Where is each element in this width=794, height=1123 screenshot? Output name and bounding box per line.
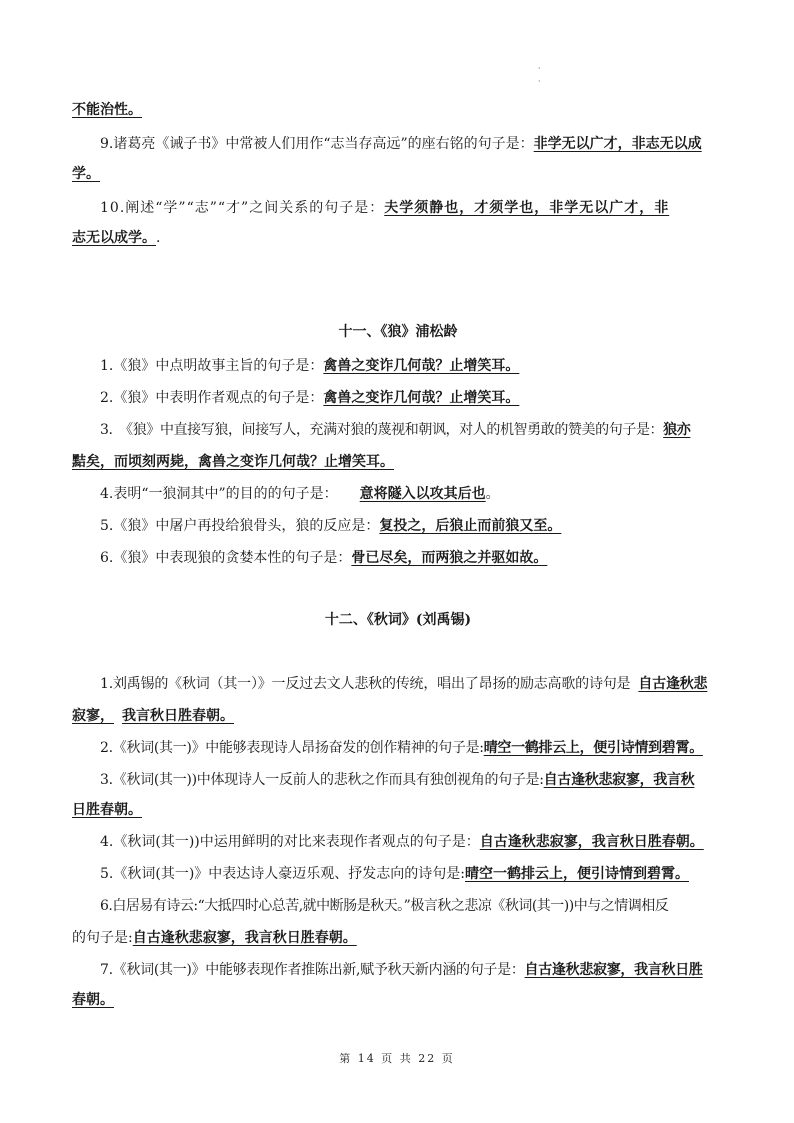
line-s11-q6: 6.《狼》中表现狼的贪婪本性的句子是：骨已尽矣，而两狼之并驱如故。 xyxy=(100,550,548,566)
section-12-title: 十二、《秋词》(刘禹锡) xyxy=(324,612,472,628)
line-s12-q4: 4.《秋词(其一))中运用鲜明的对比来表现作者观点的句子是：自古逢秋悲寂寥，我言秋日胜春朝。 xyxy=(100,834,704,850)
line-s12-q7: 7.《秋词(其一)》中能够表现作者推陈出新,赋予秋天新内涵的句子是：自古逢秋悲寂寥，我言秋日胜 xyxy=(100,962,703,978)
line-s11-q4: 4.表明“一狼洞其中”的目的的句子是： 意将隧入以攻其后也。 xyxy=(100,486,500,502)
line-s10-1: 不能治性。 xyxy=(72,102,142,118)
line-s12-q1: 1.刘禹锡的《秋词（其一）》一反过去文人悲秋的传统，唱出了昂扬的励志高歌的诗句是 自古逢秋悲 xyxy=(100,676,708,692)
section-11-title: 十一、《狼》浦松龄 xyxy=(338,324,458,340)
header-dots: · · xyxy=(538,64,541,86)
line-s12-q3-cont: 日胜春朝。 xyxy=(72,802,142,818)
line-s12-q3: 3.《秋词(其一))中体现诗人一反前人的悲秋之作而具有独创视角的句子是:自古逢秋悲寂寥，我言秋 xyxy=(100,772,695,788)
line-s12-q5: 5.《秋词(其一)》中表达诗人豪迈乐观、抒发志向的诗句是:晴空一鹤排云上，便引诗情到碧霄。 xyxy=(100,866,689,882)
line-s12-q1-cont: 寂寥， 我言秋日胜春朝。 xyxy=(72,708,234,724)
line-s11-q3: 3. 《狼》中直接写狼，间接写人，充满对狼的蔑视和朝讽，对人的机智勇敢的赞美的句子是：狼亦 xyxy=(100,422,691,438)
line-s12-q6: 6.白居易有诗云:“大抵四时心总苦,就中断肠是秋天。”极言秋之悲凉《秋词(其一))中与之情调相反 xyxy=(100,898,669,914)
line-s11-q2: 2.《狼》中表明作者观点的句子是：禽兽之变诈几何哉？止增笑耳。 xyxy=(100,390,520,406)
line-s10-q10-cont: 志无以成学。. xyxy=(72,230,161,246)
line-s12-q7-cont: 春朝。 xyxy=(72,992,114,1008)
line-s10-q10: 10.阐述“学”“志”“才”之间关系的句子是：夫学须静也，才须学也，非学无以广才，非 xyxy=(100,200,670,216)
line-s11-q1: 1.《狼》中点明故事主旨的句子是：禽兽之变诈几何哉？止增笑耳。 xyxy=(100,358,520,374)
line-s10-q9-cont: 学。 xyxy=(72,166,100,182)
line-s11-q3-cont: 黠矣，而顷刻两毙，禽兽之变诈几何哉？止增笑耳。 xyxy=(72,454,394,470)
line-s12-q2: 2.《秋词(其一)》中能够表现诗人昂扬奋发的创作精神的句子是:晴空一鹤排云上，便引诗情到碧霄。 xyxy=(100,740,703,756)
line-s11-q5: 5.《狼》中屠户再投给狼骨头，狼的反应是：复投之，后狼止而前狼又至。 xyxy=(100,518,562,534)
page-footer: 第 14 页 共 22 页 xyxy=(339,1052,455,1065)
line-s12-q6-cont: 的句子是:自古逢秋悲寂寥，我言秋日胜春朝。 xyxy=(72,930,357,946)
line-s10-q9: 9.诸葛亮《诫子书》中常被人们用作“志当存高远”的座右铭的句子是：非学无以广才，非志无以成 xyxy=(100,136,702,152)
